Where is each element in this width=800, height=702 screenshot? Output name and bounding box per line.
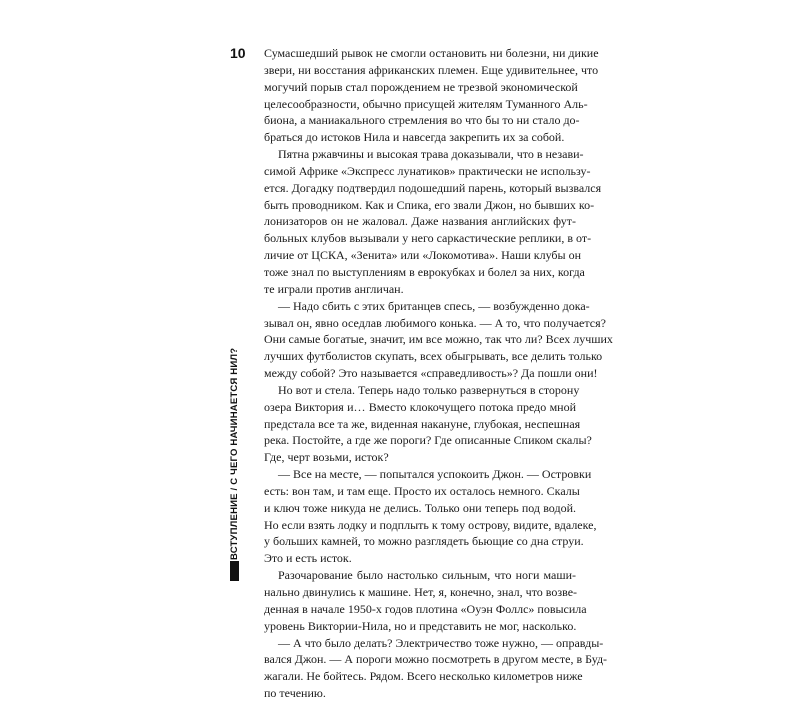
page-number: 10	[230, 45, 246, 61]
text-line: Сумасшедший рывок не смогли остановить ни болезни, ни дикие	[264, 46, 599, 60]
text-line: больных клубов вызывали у него саркастические реплики, в от-	[264, 231, 592, 246]
text-line: быть проводником. Как и Спика, его звали Джон, но бывших ко-	[264, 197, 595, 212]
running-head-text: ВСТУПЛЕНИЕ / С ЧЕГО НАЧИНАЕТСЯ НИЛ?	[229, 347, 240, 560]
text-line: те играли против англичан.	[264, 281, 404, 296]
text-line: Разочарование было настолько сильным, что ноги маши-	[278, 568, 576, 583]
text-line: — А что было делать? Электричество тоже нужно, — оправды-	[278, 635, 604, 650]
text-line: Но если взять лодку и подплыть к тому острову, видите, вдалеке,	[264, 517, 597, 532]
text-line: — Надо сбить с этих британцев спесь, — возбужденно дока-	[278, 298, 590, 313]
text-line: биона, а маниакального стремления во что бы то ни стало до-	[264, 113, 580, 128]
text-line: Это и есть исток.	[264, 551, 352, 566]
text-line: и ключ тоже никуда не делись. Только они теперь под водой.	[264, 500, 576, 515]
text-line: личие от ЦСКА, «Зенита» или «Локомотива». Наши клубы он	[264, 248, 582, 263]
text-line: по течению.	[264, 686, 326, 701]
text-line: браться до истоков Нила и навсегда закрепить их за собой.	[264, 130, 565, 145]
text-line: река. Постойте, а где же пороги? Где описанные Спиком скалы?	[264, 433, 592, 448]
text-line: жагали. Не бойтесь. Рядом. Всего несколько километров ниже	[264, 669, 583, 684]
text-line: звери, ни восстания африканских племен. Еще удивительнее, что	[264, 62, 599, 77]
text-line: Но вот и стела. Теперь надо только развернуться в сторону	[278, 382, 580, 397]
running-head-bar	[230, 561, 239, 581]
text-line: симой Африке «Экспресс лунатиков» практически не использу-	[264, 163, 591, 178]
text-line: уровень Виктории-Нила, но и представить не мог, насколько.	[264, 618, 577, 633]
text-line: вался Джон. — А пороги можно посмотреть в другом месте, в Буд-	[264, 652, 608, 667]
text-line: между собой? Это называется «справедливость»? Да пошли они!	[264, 366, 598, 381]
text-line: Где, черт возьми, исток?	[264, 450, 389, 465]
text-line: озера Виктория и… Вместо клокочущего потока предо мной	[264, 399, 576, 414]
text-line: ется. Догадку подтвердил подошедший парень, который вызвался	[264, 180, 602, 195]
text-line: лонизаторов он не жаловал. Даже названия английских фут-	[264, 214, 576, 229]
text-line: — Все на месте, — попытался успокоить Джон. — Островки	[278, 467, 592, 482]
text-line: нально двинулись к машине. Нет, я, конечно, знал, что возве-	[264, 585, 578, 599]
text-line: у больших камней, то можно разглядеть бьющие со дна струи.	[264, 534, 584, 549]
text-line: могучий порыв стал порождением не трезвой экономической	[264, 79, 578, 94]
text-line: Они самые богатые, значит, им все можно, так что ли? Всех лучших	[264, 332, 613, 347]
text-line: Пятна ржавчины и высокая трава доказывали, что в незави-	[278, 147, 584, 162]
text-line: есть: вон там, и там еще. Просто их осталось немного. Скалы	[264, 483, 580, 498]
body-text	[264, 45, 613, 702]
text-line: денная в начале 1950-х годов плотина «Оуэн Фоллс» повысила	[264, 601, 587, 616]
text-line: целесообразности, обычно присущей жителям Туманного Аль-	[264, 96, 588, 111]
text-line: предстала все та же, виденная накануне, глубокая, неспешная	[264, 416, 581, 431]
text-line: лучших футболистов скупать, всех обыгрывать, все делить только	[264, 349, 603, 364]
text-line: зывал он, явно оседлав любимого конька. — А то, что получается?	[264, 315, 606, 330]
text-line: тоже знал по выступлениям в еврокубках и болел за них, когда	[264, 264, 585, 279]
